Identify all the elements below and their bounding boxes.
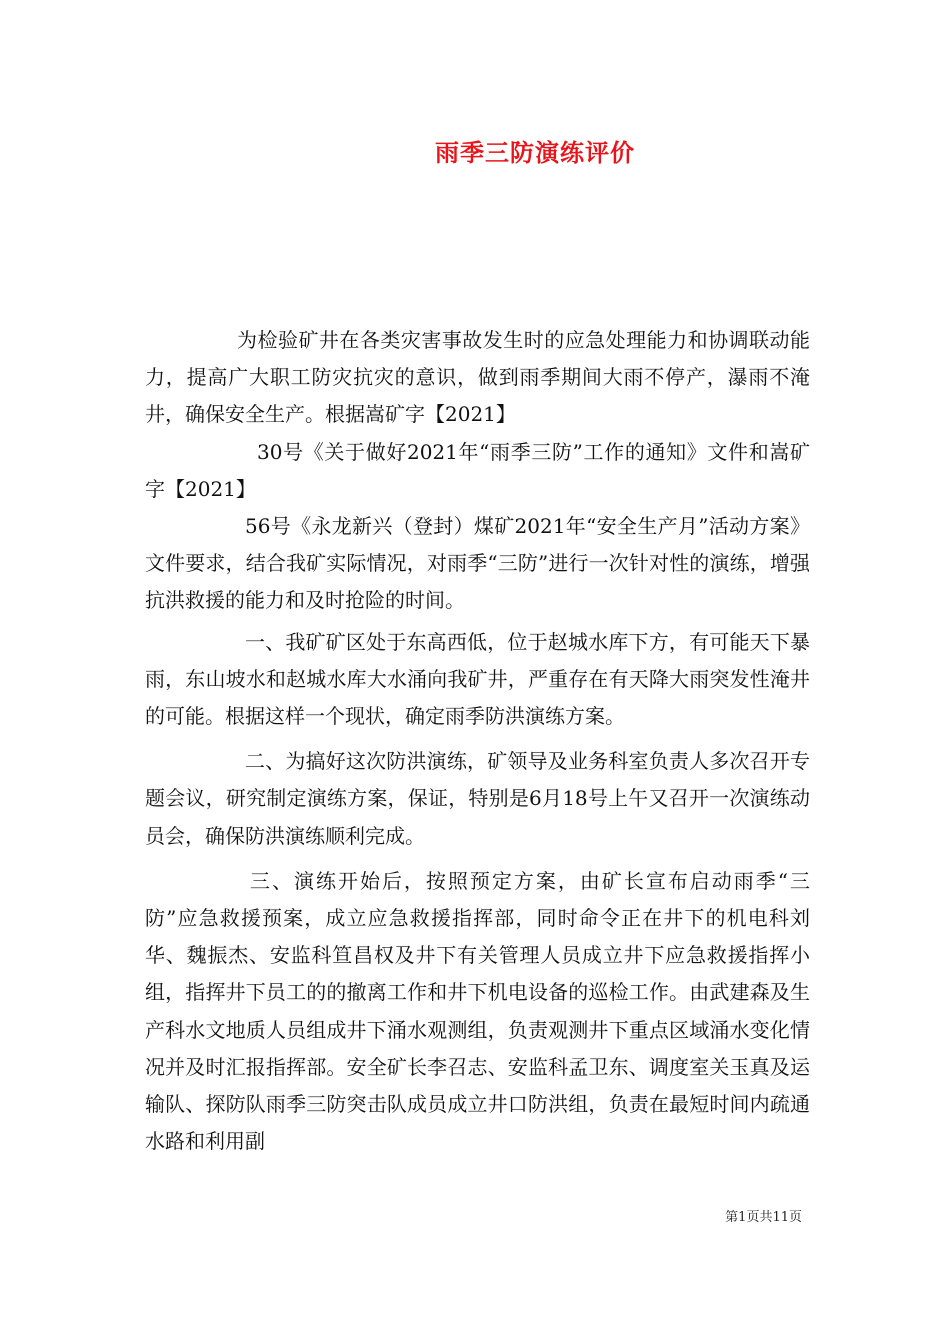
paragraph-4: 一、我矿矿区处于东高西低，位于赵城水库下方，有可能天下暴雨，东山坡水和赵城水库大水涌向我矿井，严重存在有天降大雨突发性淹井的可能。根据这样一个现状，确定雨季防洪演练方案。 <box>145 629 810 729</box>
paragraph-3: 56号《永龙新兴（登封）煤矿2021年“安全生产月”活动方案》文件要求，结合我矿实际情况，对雨季“三防”进行一次针对性的演练，增强抗洪救援的能力和及时抢险的时间。 <box>145 514 810 613</box>
paragraph-2: 30号《关于做好2021年“雨季三防”工作的通知》文件和嵩矿字【2021】 <box>145 439 810 501</box>
document-title: 雨季三防演练评价 <box>435 138 635 167</box>
document-body <box>145 322 810 1160</box>
paragraph-1: 为检验矿井在各类灾害事故发生时的应急处理能力和协调联动能力，提高广大职工防灾抗灾的意识，做到雨季期间大雨不停产，瀑雨不淹井，确保安全生产。根据嵩矿字【2021】 <box>145 328 810 427</box>
paragraph-6: 三、演练开始后，按照预定方案，由矿长宣布启动雨季“三防”应急救援预案，成立应急救援指挥部，同时命令正在井下的机电科刘华、魏振杰、安监科笪昌权及井下有关管理人员成立井下应急救援指挥小组，指挥井下员工的的撤离工作和井下机电设备的巡检工作。由武建森及生产科水文地质人员组成井下涌水观测组，负责观测井下重点区域涌水变化情况并及时汇报指挥部。安全矿长李召志、安监科孟卫东、调度室关玉真及运输队、探防队雨季三防突击队成员成立井口防洪组，负责在最短时间内疏通水路和利用副 <box>145 868 810 1154</box>
page-number-footer: 第1页共11页 <box>725 1210 802 1225</box>
paragraph-5: 二、为搞好这次防洪演练，矿领导及业务科室负责人多次召开专题会议，研究制定演练方案，保证，特别是6月18号上午又召开一次演练动员会，确保防洪演练顺利完成。 <box>145 749 810 848</box>
